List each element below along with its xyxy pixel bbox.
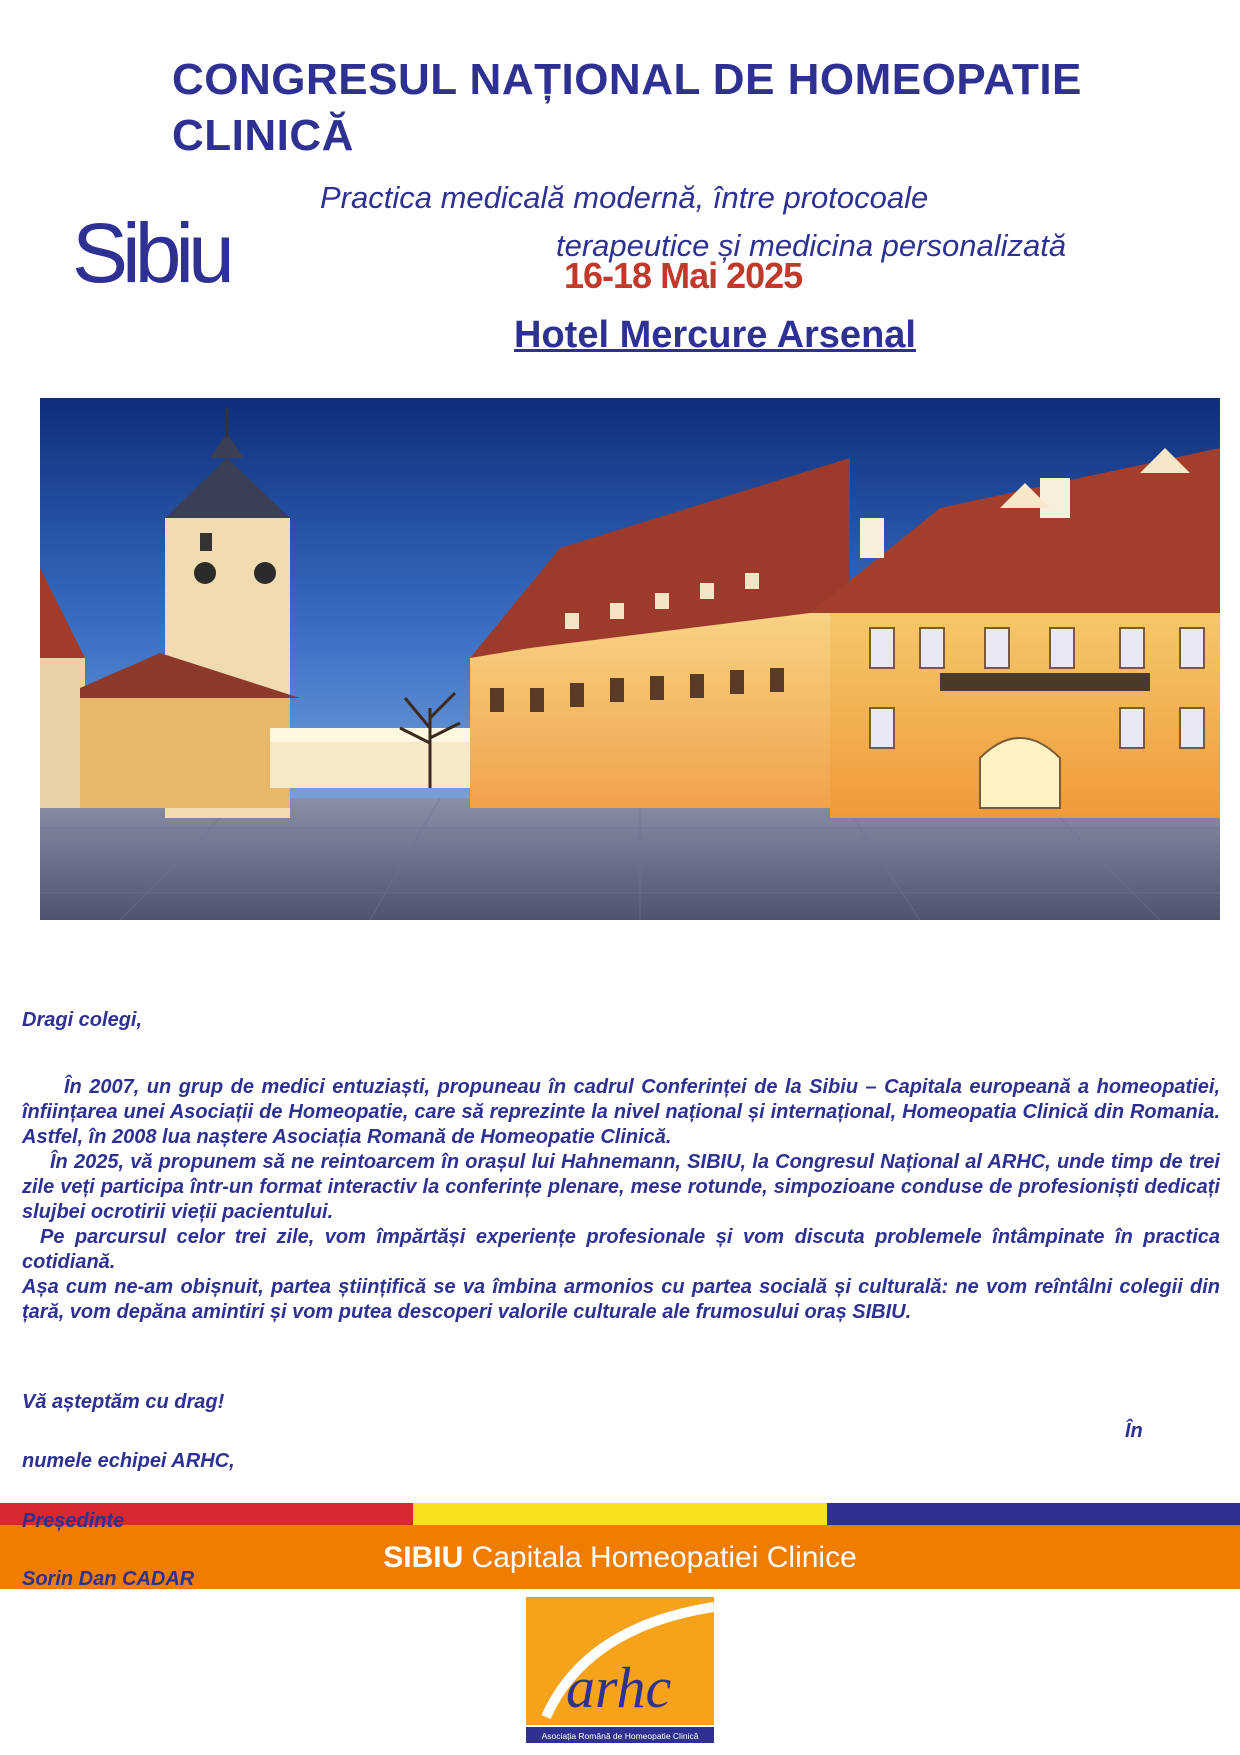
- letter-paragraph-2: În 2025, vă propunem să ne reintoarcem în orașul lui Hahnemann, SIBIU, la Congresul Național al ARHC, unde timp de trei zile veți participa într-un format interactiv la conferințe plenare, mese rotunde, simpozioane conduse de profesioniști dedicați slujbei ocrotirii vieții pacientului.: [22, 1151, 1220, 1223]
- letter-closing: Vă așteptăm cu drag!: [22, 1391, 225, 1413]
- sibiu-square-illustration: [40, 398, 1220, 920]
- logo-caption: Asociația Română de Homeopatie Clinică: [541, 1731, 699, 1741]
- letter-paragraph-4: Așa cum ne-am obișnuit, partea științifică se va îmbina armonios cu partea socială și culturală: ne vom reîntâlni colegii din țară, vom depăna amintiri și vom putea descoperi valorile culturale ale frumosului oraș SIBIU.: [22, 1276, 1220, 1323]
- city-name: Sibiu: [72, 206, 229, 300]
- congress-title-line2: CLINICĂ: [172, 111, 354, 160]
- band-slogan: [0, 1540, 1240, 1576]
- arhc-logo: [526, 1597, 714, 1745]
- subtitle-line2: terapeutice și medicina personalizată: [556, 228, 1067, 263]
- letter-paragraph-1: În 2007, un grup de medici entuziaști, propuneau în cadrul Conferinței de la Sibiu – Capitala europeană a homeopatiei, înființarea unei Asociații de Homeopatie, care să reprezinte la nivel național și internațional, Homeopatia Clinică din Romania. Astfel, în 2008 lua naștere Asociația Romană de Homeopatie Clinică.: [22, 1076, 1220, 1148]
- event-dates: 16-18 Mai 2025: [564, 255, 803, 296]
- logo-text: arhc: [566, 1655, 672, 1720]
- congress-title-line1: CONGRESUL NAȚIONAL DE HOMEOPATIE: [172, 55, 1082, 104]
- venue-name: Hotel Mercure Arsenal: [514, 314, 916, 356]
- sibiu-square-photo: [40, 398, 1220, 920]
- signatory-role: Președinte: [22, 1510, 125, 1532]
- band-slogan-bold: SIBIU: [383, 1541, 464, 1574]
- yellow-stripe: [413, 1503, 827, 1525]
- letter-paragraph-3: Pe parcursul celor trei zile, vom împărtăși experiențe profesionale și vom discuta problemele întâmpinate în practica cotidiană.: [22, 1226, 1220, 1273]
- congress-title: [172, 52, 1172, 164]
- on-behalf-part2: numele echipei ARHC,: [22, 1450, 235, 1472]
- subtitle-line1: Practica medicală modernă, între protocoale: [320, 180, 929, 215]
- letter-body: [22, 1075, 1220, 1325]
- on-behalf-part1: În: [1125, 1420, 1143, 1442]
- signatory-name: Sorin Dan CADAR: [22, 1568, 195, 1590]
- letter-greeting: Dragi colegi,: [22, 1009, 143, 1031]
- band-slogan-rest: Capitala Homeopatiei Clinice: [463, 1541, 857, 1574]
- blue-stripe: [827, 1503, 1240, 1525]
- arhc-logo-icon: [526, 1597, 714, 1745]
